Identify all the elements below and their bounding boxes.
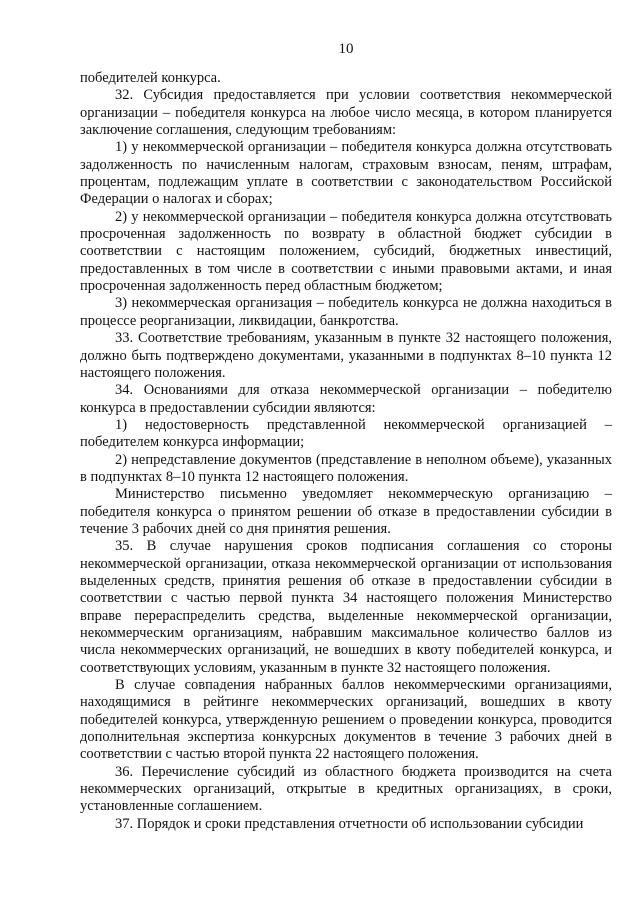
paragraph-33: 33. Соответствие требованиям, указанным в пункте 32 настоящего положения, должно быть подтверждено документами, указанными в подпунктах 8–10 пункта 12 настоящего положения. [80,330,612,381]
paragraph-32: 32. Субсидия предоставляется при условии соответствия некоммерческой организации – победителя конкурса на любое число месяца, в котором планируется заключение соглашения, следующим требованиям: [80,87,612,139]
paragraph-35-part-2: В случае совпадения набранных баллов некоммерческими организациями, находящимися в рейтинге некоммерческих организаций, вошедших в квоту победителей конкурса, утвержденную решением о проведении конкурса, проводится дополнительная экспертиза конкурсных документов в течение 3 рабочих дней в соответствии с частью второй пункта 22 настоящего положения. [80,677,612,763]
paragraph-34-item-1: 1) недостоверность представленной некоммерческой организацией – победителем конкурса информации; [80,416,612,451]
paragraph-34: 34. Основаниями для отказа некоммерческой организации – победителю конкурса в предоставлении субсидии являются: [80,382,612,416]
paragraph-32-item-1: 1) у некоммерческой организации – победителя конкурса должна отсутствовать задолженность по начисленным налогам, страховым взносам, пеням, штрафам, процентам, подлежащим уплате в соответствии с законодательством Российской Федерации о налогах и сборах; [80,139,612,208]
paragraph-32-item-3: 3) некоммерческая организация – победитель конкурса не должна находиться в процессе реорганизации, ликвидации, банкротства. [80,295,612,329]
paragraph-continuation: победителей конкурса. [80,70,221,86]
paragraph-37: 37. Порядок и сроки представления отчетности об использовании субсидии [115,815,584,832]
paragraph-34-item-2: 2) непредставление документов (представление в неполном объеме), указанных в подпунктах 8–10 пункта 12 настоящего положения. [80,451,612,485]
paragraph-36: 36. Перечисление субсидий из областного бюджета производится на счета некоммерческих организаций, открытые в кредитных организациях, в сроки, установленные соглашением. [80,763,612,815]
paragraph-32-item-2: 2) у некоммерческой организации – победителя конкурса должна отсутствовать просроченная задолженность по возврату в областной бюджет субсидии в соответствии с настоящим положением, субсидий, бюджетных инвестиций, предоставленных в том числе в соответствии с иными правовыми актами, и иная просроченная задолженность перед областным бюджетом; [80,208,612,295]
paragraph-35: 35. В случае нарушения сроков подписания соглашения со стороны некоммерческой организации, отказа некоммерческой организации от использования выделенных средств, принятия решения об отказе в предоставлении субсидии в соответствии с частью первой пункта 34 настоящего положения Министерство вправе перераспределить средства, выделенные некоммерческой организации, некоммерческим организациям, набравшим максимальное количество баллов из числа некоммерческих организаций, не вошедших в квоту победителей конкурса, и соответствующих условиям, указанным в пункте 32 настоящего положения. [80,538,612,676]
page-number: 10 [338,41,354,57]
paragraph-34-notice: Министерство письменно уведомляет некоммерческую организацию – победителя конкурса о принятом решении об отказе в предоставлении субсидии в течение 3 рабочих дней со дня принятия решения. [80,486,612,537]
document-page [80,40,612,833]
